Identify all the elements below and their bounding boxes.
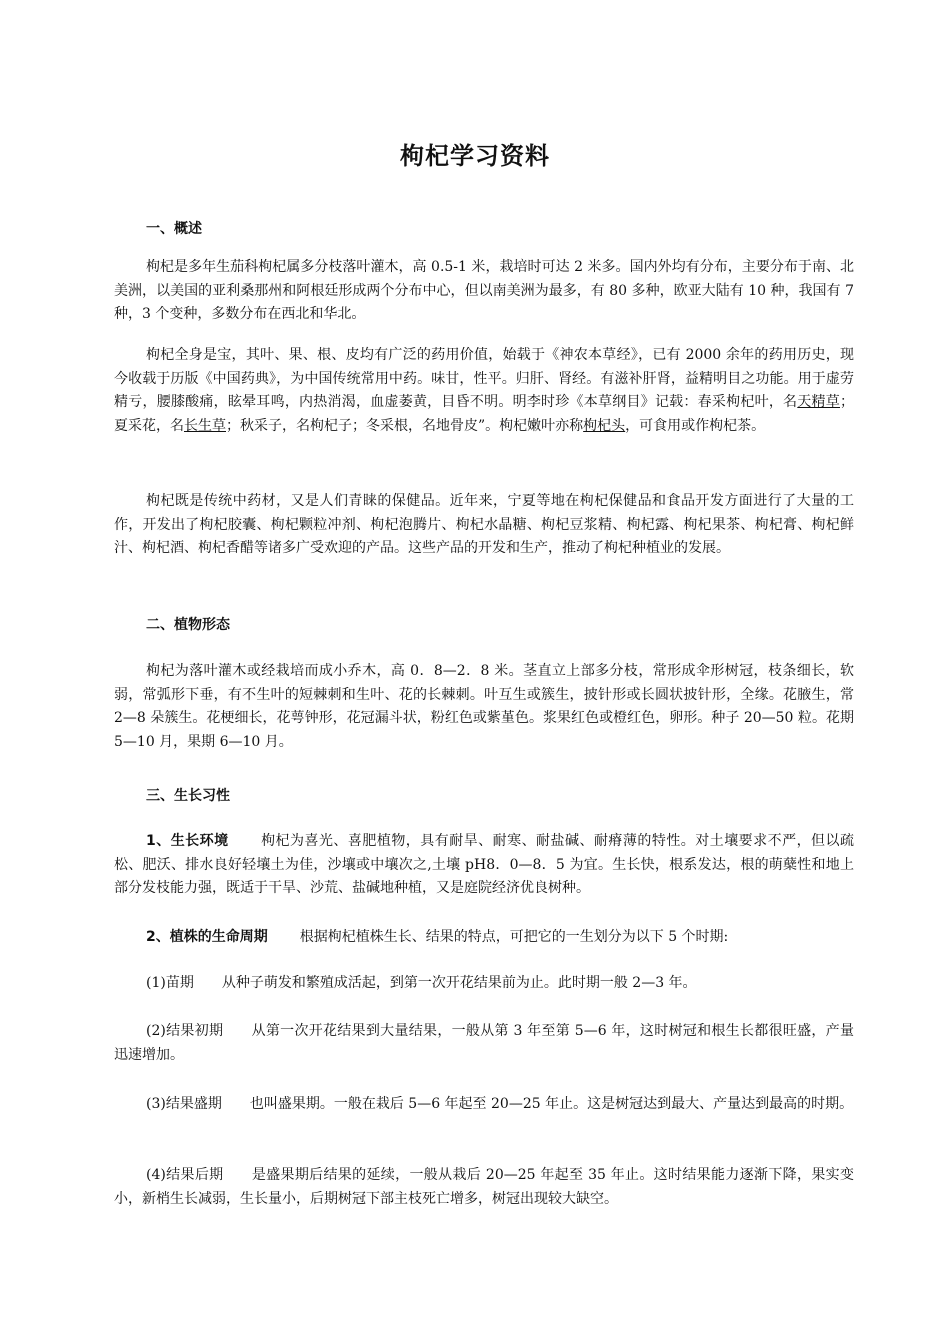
stage-3-text: 也叫盛果期。一般在栽后 5—6 年起至 20—25 年止。这是树冠达到最大、产量达到最高的时期。 bbox=[249, 1096, 854, 1112]
section-heading-overview: 一、概述 bbox=[146, 221, 202, 237]
stage-2-paragraph bbox=[114, 1020, 854, 1067]
stage-1-label: (1)苗期 bbox=[146, 975, 194, 991]
morphology-paragraph: 枸杞为落叶灌木或经栽培而成小乔木，高 0．8—2．8 米。茎直立上部多分枝，常形成伞形树冠，枝条细长，软弱，常弧形下垂，有不生叶的短棘刺和生叶、花的长棘刺。叶互生或簇生，披针形或长圆状披针形，全缘。花腋生，常 2—8 朵簇生。花梗细长，花萼钟形，花冠漏斗状，粉红色或紫堇色。浆果红色或橙红色，卵形。种子 20—50 粒。花期 5—10 月，果期 6—10 月。 bbox=[114, 663, 854, 750]
stage-2-text: 从第一次开花结果到大量结果，一般从第 3 年至第 5—6 年，这时树冠和根生长都很旺盛，产量迅速增加。 bbox=[114, 1023, 854, 1063]
life-cycle-label: 2、植株的生命周期 bbox=[146, 929, 268, 945]
overview-p2-text-c: ；秋采子，名枸杞子；冬采根，名地骨皮”。枸杞嫩叶亦称 bbox=[226, 417, 584, 434]
stage-3-label: (3)结果盛期 bbox=[146, 1096, 222, 1112]
overview-paragraph-3: 枸杞既是传统中药材，又是人们青睐的保健品。近年来，宁夏等地在枸杞保健品和食品开发方面进行了大量的工作，开发出了枸杞胶囊、枸杞颗粒冲剂、枸杞泡腾片、枸杞水晶糖、枸杞豆浆精、枸杞露、枸杞果茶、枸杞膏、枸杞鲜汁、枸杞酒、枸杞香醋等诸多广受欢迎的产品。这些产品的开发和生产，推动了枸杞种植业的发展。 bbox=[114, 493, 854, 556]
stage-1-text: 从种子萌发和繁殖成活起，到第一次开花结果前为止。此时期一般 2—3 年。 bbox=[221, 975, 697, 991]
stage-4-label: (4)结果后期 bbox=[146, 1167, 224, 1183]
growth-environment-text: 枸杞为喜光、喜肥植物，具有耐旱、耐寒、耐盐碱、耐瘠薄的特性。对土壤要求不严，但以疏松、肥沃、排水良好轻壤土为佳，沙壤或中壤次之,土壤 pH8．0—8．5 为宜。生长快，根系发达，根的萌蘖性和地上部分发枝能力强，既适于干旱、沙荒、盐碱地种植，又是庭院经济优良树种。 bbox=[114, 833, 855, 896]
stage-4-text: 是盛果期后结果的延续，一般从栽后 20—25 年起至 35 年止。这时结果能力逐渐下降，果实变小，新梢生长减弱，生长量小，后期树冠下部主枝死亡增多，树冠出现较大缺空。 bbox=[114, 1167, 854, 1207]
growth-environment-label: 1、生长环境 bbox=[146, 833, 229, 849]
stage-3-paragraph bbox=[114, 1093, 854, 1117]
life-cycle-paragraph bbox=[114, 926, 854, 950]
document-title: 枸杞学习资料 bbox=[400, 142, 550, 170]
section-heading-growth: 三、生长习性 bbox=[146, 788, 230, 804]
overview-p2-text-d: ，可食用或作枸杞茶。 bbox=[625, 417, 766, 434]
growth-environment-paragraph bbox=[114, 830, 854, 901]
overview-p2-text-a: 枸杞全身是宝，其叶、果、根、皮均有广泛的药用价值，始载于《神农本草经》，已有 2000 余年的药用历史，现今收载于历版《中国药典》，为中国传统常用中药。味甘，性平。归肝、肾经。有滋补肝肾，益精明目之功能。用于虚劳精亏，腰膝酸痛，眩晕耳鸣，内热消渴，血虚萎黄，目昏不明。明李时珍《本草纲目》记载：春采枸杞叶，名 bbox=[114, 347, 854, 410]
stage-2-label: (2)结果初期 bbox=[146, 1023, 224, 1039]
term-changshengcao: 长生草 bbox=[184, 417, 226, 434]
overview-p2-text-b: ；夏采花，名 bbox=[114, 394, 855, 434]
overview-paragraph-2 bbox=[114, 344, 854, 438]
section-heading-morphology: 二、植物形态 bbox=[146, 617, 230, 633]
term-gouqitou: 枸杞头 bbox=[583, 417, 626, 434]
stage-4-paragraph bbox=[114, 1164, 854, 1211]
overview-paragraph-1: 枸杞是多年生茄科枸杞属多分枝落叶灌木，高 0.5-1 米，栽培时可达 2 米多。国内外均有分布，主要分布于南、北美洲，以美国的亚利桑那州和阿根廷形成两个分布中心，但以南美洲为最多，有 80 多种，欧亚大陆有 10 种，我国有 7 种，3 个变种，多数分布在西北和华北。 bbox=[114, 259, 854, 322]
stage-1-paragraph bbox=[114, 972, 854, 996]
life-cycle-text: 根据枸杞植株生长、结果的特点，可把它的一生划分为以下 5 个时期: bbox=[299, 929, 729, 945]
term-tianjingcao: 天精草 bbox=[797, 394, 841, 410]
